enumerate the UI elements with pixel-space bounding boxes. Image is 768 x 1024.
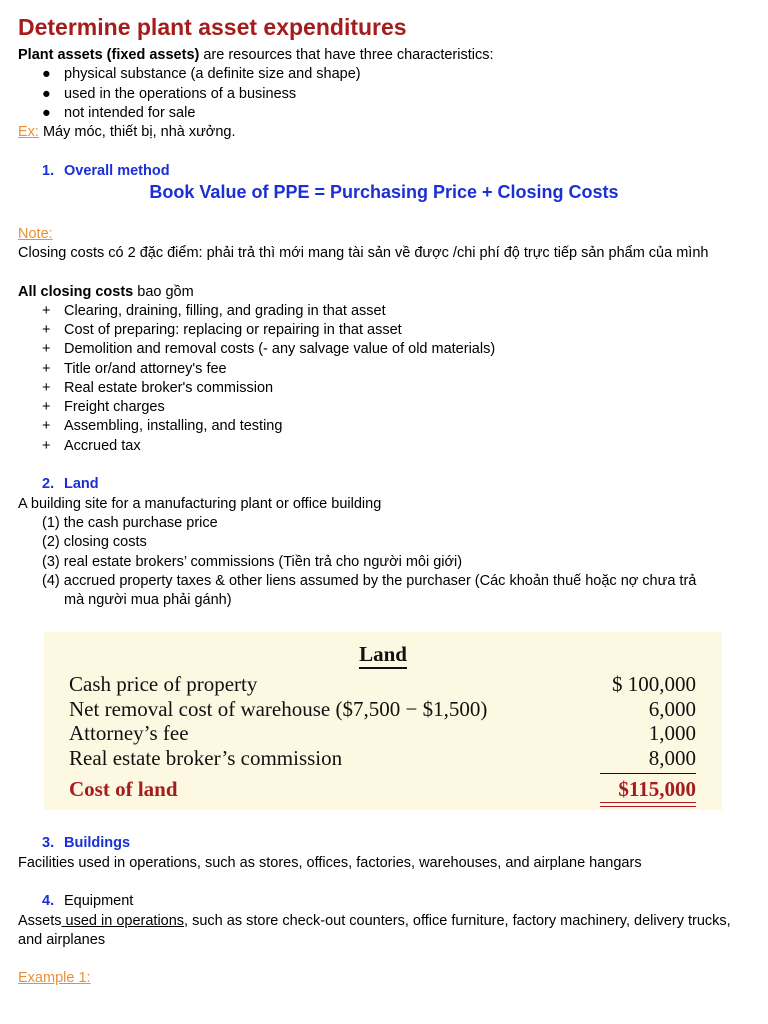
section-number: 3. (42, 835, 55, 851)
closing-bold: All closing costs (18, 284, 134, 300)
land-table-row (69, 746, 696, 771)
row-label: Real estate broker’s commission (69, 746, 343, 770)
section-title: Buildings (64, 835, 131, 851)
characteristic-item: physical substance (a definite size and shape) (64, 66, 361, 82)
row-label: Net removal cost of warehouse ($7,500 − $1,500) (69, 697, 488, 721)
section-title: Land (64, 476, 99, 492)
land-table-row (69, 697, 696, 722)
closing-rest: bao gồm (133, 284, 194, 300)
closing-cost-item: Clearing, draining, filling, and grading in that asset (64, 303, 386, 319)
section-number: 4. (42, 893, 55, 909)
total-label: Cost of land (69, 777, 178, 801)
buildings-description: Facilities used in operations, such as stores, offices, factories, warehouses, and airplane hangars (18, 855, 642, 871)
bullet-icon: ● (42, 66, 51, 82)
example1-label: Example 1: (18, 970, 91, 986)
characteristic-item: not intended for sale (64, 105, 196, 121)
intro-line (18, 46, 750, 65)
closing-cost-item: Assembling, installing, and testing (64, 418, 283, 434)
row-value: $ 100,000 (612, 672, 696, 696)
plus-icon: + (42, 361, 51, 377)
example-text: Máy móc, thiết bị, nhà xưởng. (38, 124, 236, 140)
note-text: Closing costs có 2 đặc điểm: phải trả thì mới mang tài sản về được /chi phí độ trực tiếp sản phẩm của mình (18, 245, 709, 261)
section-title: Overall method (64, 163, 170, 179)
land-item: (4) accrued property taxes & other liens assumed by the purchaser (Các khoản thuế hoặc nợ chưa trả (42, 573, 697, 589)
land-item: (2) closing costs (42, 534, 147, 550)
example-line (18, 123, 750, 142)
example1-line (18, 969, 750, 988)
intro-rest: are resources that have three characteristics: (199, 47, 494, 63)
closing-cost-item: Real estate broker's commission (64, 380, 274, 396)
closing-costs-intro (18, 283, 750, 302)
equipment-desc-underlined: used in operations, (61, 913, 189, 929)
equipment-description (18, 912, 750, 950)
land-item: (1) the cash purchase price (42, 515, 218, 531)
page-title: Determine plant asset expenditures (18, 14, 407, 40)
characteristic-item: used in the operations of a business (64, 86, 297, 102)
land-table-row (69, 721, 696, 746)
section-heading-buildings (42, 834, 130, 853)
land-item: (3) real estate brokers’ commissions (Tiền trả cho người môi giới) (42, 554, 463, 570)
plus-icon: + (42, 399, 51, 415)
section-number: 1. (42, 163, 55, 179)
land-cost-table (44, 632, 722, 810)
land-table-row (69, 672, 696, 697)
section-number: 2. (42, 476, 55, 492)
row-label: Attorney’s fee (69, 721, 189, 745)
total-value: $115,000 (618, 777, 696, 801)
intro-bold: Plant assets (fixed assets) (18, 47, 200, 63)
plus-icon: + (42, 438, 51, 454)
bullet-icon: ● (42, 105, 51, 121)
formula: Book Value of PPE = Purchasing Price + Closing Costs (149, 182, 619, 202)
note-label: Note: (18, 226, 53, 242)
land-total-row (69, 777, 696, 802)
total-double-rule (600, 802, 696, 807)
closing-cost-item: Title or/and attorney's fee (64, 361, 227, 377)
row-value: 8,000 (648, 746, 696, 770)
row-label: Cash price of property (69, 672, 258, 696)
plus-icon: + (42, 341, 51, 357)
equipment-desc-post: such as store check-out counters, office furniture, factory machinery, delivery trucks, and airplanes (18, 913, 731, 948)
land-description: A building site for a manufacturing plant or office building (18, 496, 382, 512)
equipment-desc-pre: Assets (18, 913, 62, 929)
land-table-title: Land (44, 642, 722, 667)
subtotal-rule (600, 773, 696, 774)
plus-icon: + (42, 303, 51, 319)
closing-cost-item: Demolition and removal costs (- any salvage value of old materials) (64, 341, 496, 357)
bullet-icon: ● (42, 86, 51, 102)
closing-cost-item: Cost of preparing: replacing or repairing in that asset (64, 322, 402, 338)
closing-cost-item: Accrued tax (64, 438, 141, 454)
section-heading-equipment (42, 892, 133, 911)
plus-icon: + (42, 418, 51, 434)
plus-icon: + (42, 322, 51, 338)
row-value: 1,000 (648, 721, 696, 745)
land-item-continued: mà người mua phải gánh) (64, 592, 232, 608)
section-title: Equipment (64, 893, 134, 909)
plus-icon: + (42, 380, 51, 396)
note-label-line (18, 225, 750, 244)
row-value: 6,000 (648, 697, 696, 721)
section-heading-overall (42, 162, 170, 181)
closing-cost-item: Freight charges (64, 399, 165, 415)
section-heading-land (42, 475, 99, 494)
example-label: Ex: (18, 124, 39, 140)
